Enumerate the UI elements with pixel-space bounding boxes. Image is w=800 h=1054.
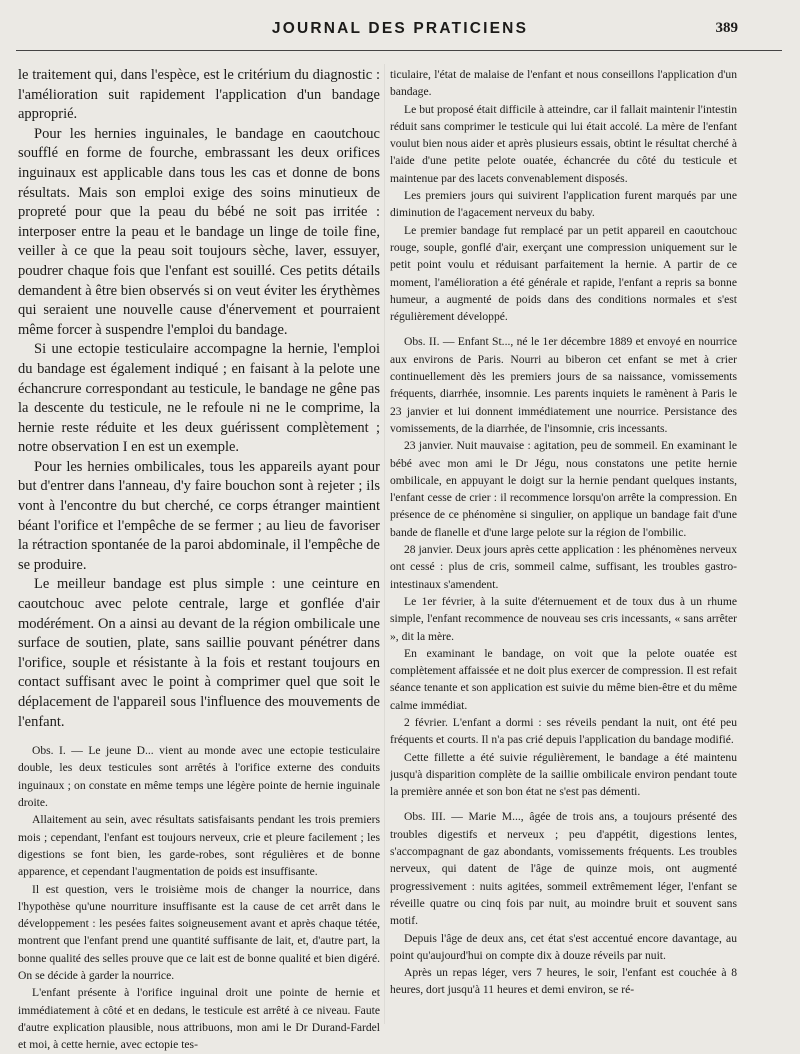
- observation-paragraph: Après un repas léger, vers 7 heures, le soir, l'enfant est couchée à 8 heures, dort jusqu'à 11 heures et demi environ, se ré-: [390, 966, 737, 997]
- paragraph: Le meilleur bandage est plus simple : une ceinture en caoutchouc avec pelote centrale, large et gonflée d'air modérément. On a ainsi au devant de la région ombilicale une surface de soutien, plate, sans saillie pouvant pénétrer dans l'orifice, souple et résistante à la fois et restant toujours en contact suffisant avec le point à comprimer quel que soit le déplacement de l'appareil sous l'influence des mouvements de l'enfant.: [18, 576, 380, 730]
- left-column: [18, 66, 380, 1054]
- paragraph: Si une ectopie testiculaire accompagne la hernie, l'emploi du bandage est également indiqué ; en faisant à la pelote une échancrure correspondant au testicule, le bandage ne gêne pas la descente du testicule, ne le refoule ni ne le comprime, la hernie reste réduite et les deux guérissent complètement ; notre observation I en est un exemple.: [18, 341, 380, 456]
- observation-block: [18, 742, 380, 1053]
- observation-paragraph: 28 janvier. Deux jours après cette application : les phénomènes nerveux ont cessé : plus de cris, sommeil calme, suffisant, les troubles gastro-intestinaux s'amendent.: [390, 543, 737, 591]
- observation-paragraph: Il est question, vers le troisième mois de changer la nourrice, dans l'hypothèse qu'une nourriture insuffisante est la cause de cet arrêt dans le développement : les pesées faites soigneusement avant et après chaque tétée, montrent que l'enfant prend une quantité suffisante de lait, et, d'autre part, la bonne qualité des selles prouve que ce lait est de bonne qualité et bien digéré. On se décide à garder la nourrice.: [18, 882, 380, 983]
- column-gutter: [384, 64, 385, 1024]
- page-number: 389: [715, 20, 738, 36]
- observation-paragraph: Obs. III. — Marie M..., âgée de trois ans, a toujours présenté des troubles digestifs et nerveux ; peu d'appétit, digestions lentes, s'accompagnant de gaz abondants, vomissements fréquents. Les troubles nerveux, qui datent de l'âge de quinze mois, ont augmenté progressivement : nuits agitées, sommeil extrêmement léger, l'enfant se réveille quatre ou cinq fois par nuit, au moindre bruit et souvent sans motif.: [390, 810, 737, 928]
- observation-block: [390, 66, 737, 999]
- observation-paragraph: Le but proposé était difficile à atteindre, car il fallait maintenir l'intestin réduit sans comprimer le testicule qui lui était accolé. La mère de l'enfant voulut bien nous aider et après plusieurs essais, obtint le résultat cherché à l'aide d'une petite pelote ouatée, échancrée du côté du testicule et maintenue par des lacets convenablement disposés.: [390, 102, 737, 185]
- observation-paragraph: Obs. I. — Le jeune D... vient au monde avec une ectopie testiculaire double, les deux testicules sont arrêtés à l'orifice externe des conduits inguinaux ; on constate en même temps une légère pointe de hernie inguinale droite.: [18, 744, 380, 810]
- right-column: [390, 66, 737, 999]
- main-text-block: [18, 66, 380, 732]
- observation-paragraph: 2 février. L'enfant a dormi : ses réveils pendant la nuit, ont été peu fréquents et courts. Il n'a pas crié depuis l'application du bandage modifié.: [390, 715, 737, 747]
- header-rule: [16, 50, 782, 51]
- running-header: [0, 14, 800, 44]
- paragraph: le traitement qui, dans l'espèce, est le critérium du diagnostic : l'amélioration suit rapidement l'application d'un bandage approprié.: [18, 67, 380, 123]
- observation-paragraph: Cette fillette a été suivie régulièrement, le bandage a été maintenu jusqu'à disparition complète de la saillie ombilicale environ pendant toute la première année et son bon état ne s'est pas démenti.: [390, 750, 737, 799]
- observation-paragraph: Allaitement au sein, avec résultats satisfaisants pendant les trois premiers mois ; cependant, l'enfant est toujours nerveux, crie et pleure facilement ; les digestions se font bien, les garde-robes, sont régulières et de bonne apparence, et cependant l'augmentation de poids est insuffisante.: [18, 813, 380, 879]
- observation-paragraph: L'enfant présente à l'orifice inguinal droit une pointe de hernie et immédiatement à côté et en dedans, le testicule est arrêté à ce niveau. Faute d'autre explication plausible, nous attribuons, mon ami le Dr Durand-Fardel et moi, à cette hernie, avec ectopie tes-: [18, 986, 380, 1052]
- observation-paragraph: 23 janvier. Nuit mauvaise : agitation, peu de sommeil. En examinant le bébé avec mon ami le Dr Jégu, nous constatons une petite hernie ombilicale, en appuyant le doigt sur la hernie pendant quelques instants, l'enfant cesse de crier : il recommence lorsqu'on arrête la compression. En présence de ce phénomène si singulier, on applique un bandage fait d'une bande de flanelle et d'une large pelote sur la région de l'ombilic.: [390, 439, 737, 539]
- observation-paragraph: En examinant le bandage, on voit que la pelote ouatée est complètement affaissée et ne doit plus exercer de compression. Il est refait séance tenante et son application est suivie du même bien-être et du même calme immédiat.: [390, 646, 737, 712]
- observation-paragraph: Le premier bandage fut remplacé par un petit appareil en caoutchouc rouge, souple, gonflé d'air, exerçant une compression uniquement sur le petit point voulu et réduisant parfaitement la hernie. A partir de ce moment, l'amélioration a été générale et rapide, l'enfant a repris sa bonne humeur, a augmenté de poids dans des conditions normales et s'est régulièrement développé.: [390, 223, 737, 324]
- paragraph: Pour les hernies inguinales, le bandage en caoutchouc soufflé en forme de fourche, embrassant les deux orifices inguinaux est applicable dans tous les cas et donne de bons résultats. Mais son emploi exige des soins minutieux de propreté pour que la peau du bébé ne soit pas irritée : interposer entre la peau et le bandage un linge de toile fine, veiller à ce que la peau soit toujours sèche, laver, essuyer, poudrer chaque fois que l'enfant est souillé. Ces petits détails demandent à être bien observés si on veut éviter les érythèmes qui seraient une nouvelle cause d'énervement et pourraient même forcer à suspendre l'emploi du bandage.: [18, 125, 380, 338]
- observation-paragraph: ticulaire, l'état de malaise de l'enfant et nous conseillons l'application d'un bandage.: [390, 68, 737, 99]
- observation-paragraph: Depuis l'âge de deux ans, cet état s'est accentué encore davantage, au point qu'aujourd'hui on compte dix à douze réveils par nuit.: [390, 931, 737, 962]
- observation-paragraph: Le 1er février, à la suite d'éternuement et de toux dus à un rhume simple, l'enfant recommence de nouveau ses cris incessants, « sans arrêter », dit la mère.: [390, 594, 737, 643]
- journal-title: JOURNAL DES PRATICIENS: [271, 20, 529, 37]
- observation-paragraph: Les premiers jours qui suivirent l'application furent marqués par une diminution de l'agacement nerveux du baby.: [390, 189, 737, 220]
- paragraph: Pour les hernies ombilicales, tous les appareils ayant pour but d'entrer dans l'anneau, d'y faire bouchon sont à rejeter ; ils vont à l'encontre du but cherché, ce corps étranger maintient béant l'orifice et l'empêche de se fermer ; au lieu de favoriser la rétraction spontanée de la paroi abdominale, il l'empêche de se produire.: [18, 458, 380, 573]
- observation-paragraph: Obs. II. — Enfant St..., né le 1er décembre 1889 et envoyé en nourrice aux environs de Paris. Nourri au biberon cet enfant se met à crier continuellement dès les premiers jours de sa naissance, vomissements fréquents, diarrhée, insomnie. Les parents inquiets le ramènent à Paris le 23 janvier et lui donnent immédiatement une nourrice. Persistance des vomissements, de la diarrhée, de l'insomnie, cris incessants.: [390, 335, 737, 435]
